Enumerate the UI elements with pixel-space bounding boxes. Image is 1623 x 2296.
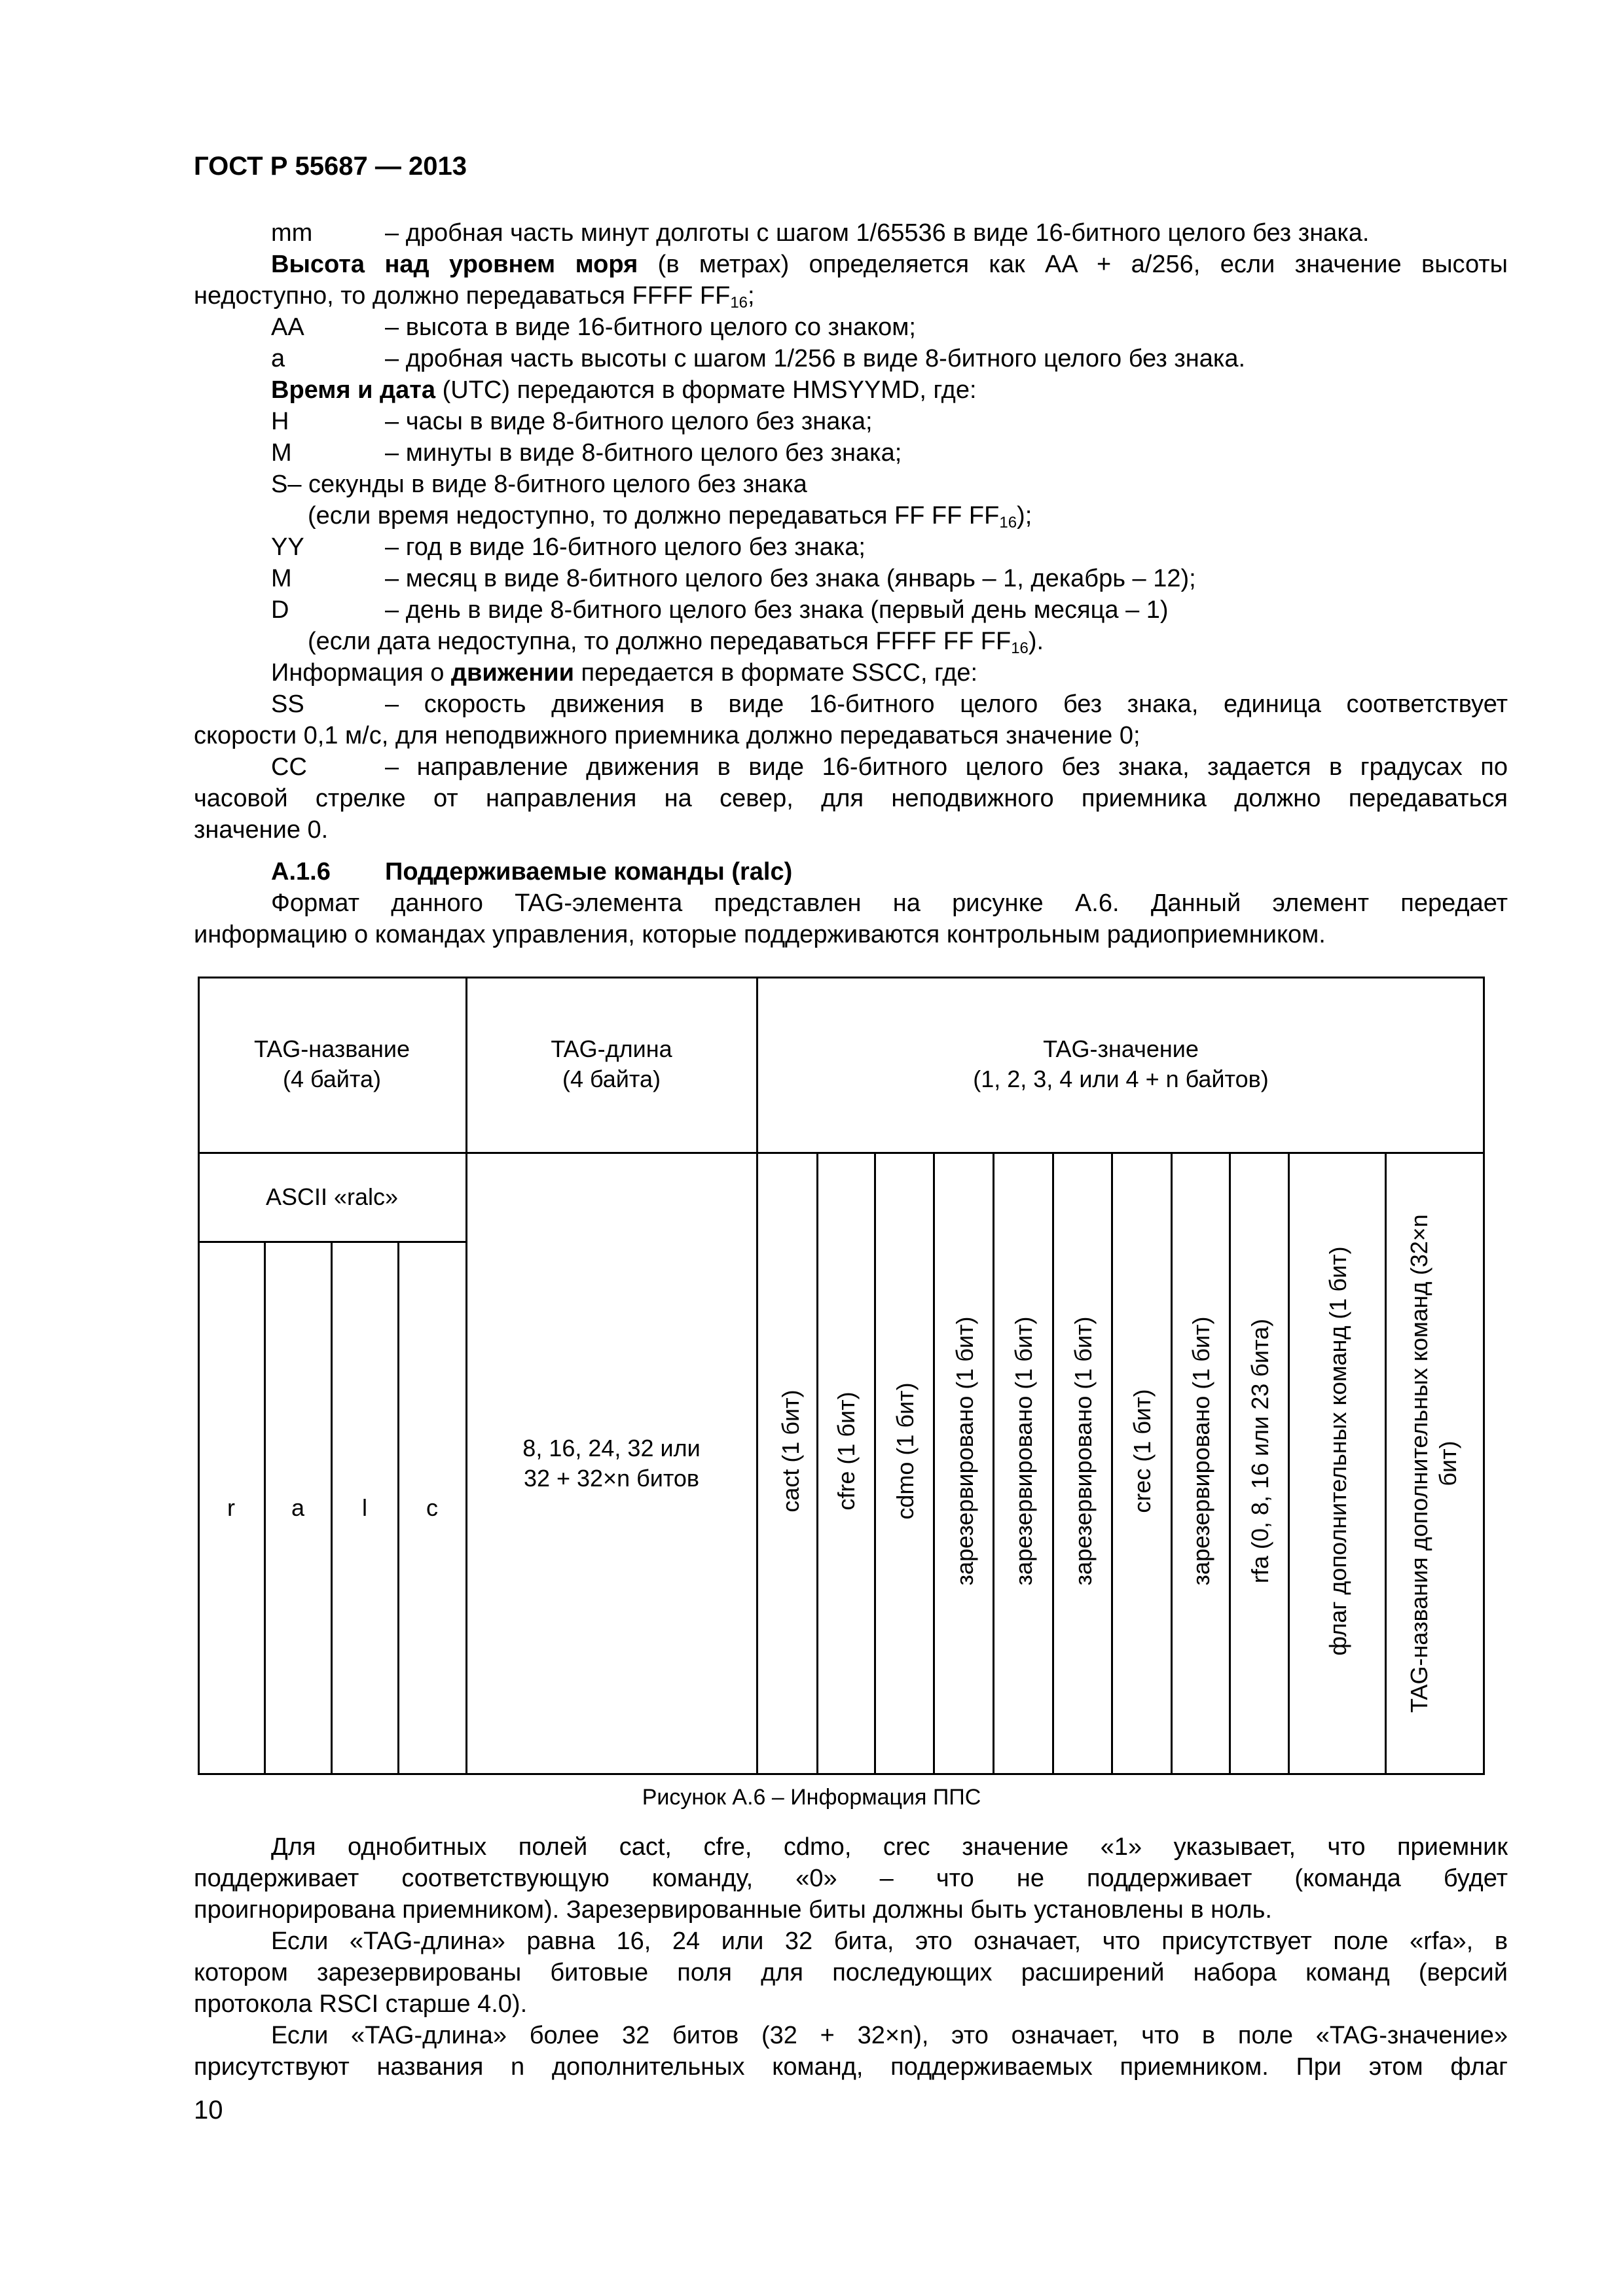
letter-r: r [227, 1494, 235, 1521]
ascii-name-cell: ASCII «ralc» [265, 1183, 399, 1210]
length-value-cell: 8, 16, 24, 32 или 32 + 32×n битов [522, 1435, 701, 1492]
header-tag-value: TAG-значение (1, 2, 3, 4 или 4 + n байтов) [973, 1035, 1269, 1092]
motion-term: движении [450, 659, 574, 687]
motion-paragraph: Информация о движении передается в формате SSCC, где: [271, 659, 978, 687]
table-value-rule-4 [993, 1152, 994, 1775]
desc-month: – месяц в виде 8-битного целого без знака (январь – 1, декабрь – 12); [385, 565, 1196, 592]
page-number: 10 [194, 2096, 223, 2125]
field-cact: cact (1 бит) [777, 1390, 804, 1513]
time-term: Время и дата [271, 376, 436, 404]
table-value-rule-6 [1111, 1152, 1113, 1775]
desc-mm: – дробная часть минут долготы с шагом 1/65536 в виде 16-битного целого без знака. [385, 219, 1370, 247]
after-p1-line2: поддерживает соответствующую команду, «0» – что не поддерживает (команда будет [194, 1865, 1508, 1892]
figure-a6-table [198, 977, 1485, 1775]
after-p2-line2: котором зарезервированы битовые поля для последующих расширений набора команд (версий [194, 1959, 1508, 1986]
section-paragraph-line2: информацию о командах управления, которые поддерживаются контрольным радиоприемником. [194, 921, 1326, 948]
field-extra-command-names: TAG-названия дополнительных команд (32×n бит) [1406, 1214, 1461, 1713]
after-p1-line3: проигнорирована приемником). Зарезервированные биты должны быть установлены в ноль. [194, 1896, 1272, 1924]
table-value-rule-5 [1052, 1152, 1054, 1775]
desc-cc: – направление движения в виде 16-битного целого без знака, задается в градусах по [385, 753, 1508, 781]
altitude-definition: (в метрах) определяется как AA + a/256, если значение высоты [638, 251, 1508, 278]
table-value-rule-10 [1385, 1152, 1387, 1775]
table-value-rule-1 [816, 1152, 818, 1775]
after-p2-line3: протокола RSCI старше 4.0). [194, 1990, 528, 2018]
altitude-paragraph-line2: недоступно, то должно передаваться FFFF $FF_{16}$; [194, 282, 755, 312]
code-d: D [271, 596, 289, 624]
code-a: a [271, 345, 285, 372]
time-paragraph: Время и дата (UTC) передаются в формате HMSYYMD, где: [271, 376, 977, 404]
code-aa: AA [271, 314, 304, 341]
desc-m: – минуты в виде 8-битного целого без знака; [385, 439, 902, 467]
field-rfa: rfa (0, 8, 16 или 23 бита) [1247, 1318, 1273, 1584]
code-h: H [271, 408, 289, 435]
code-ss: SS [271, 691, 304, 718]
field-reserved-1: зарезервировано (1 бит) [951, 1316, 978, 1586]
section-number: A.1.6 [271, 858, 331, 886]
seconds-line: S– секунды в виде 8-битного целого без знака [271, 471, 807, 498]
figure-caption: Рисунок А.6 – Информация ППС [642, 1785, 981, 1810]
document-header: ГОСТ Р 55687 — 2013 [194, 152, 467, 181]
desc-ss: – скорость движения в виде 16-битного целого без знака, единица соответствует [385, 691, 1508, 718]
header-tag-length: TAG-длина (4 байта) [551, 1035, 672, 1092]
field-reserved-4: зарезервировано (1 бит) [1188, 1316, 1214, 1586]
desc-aa: – высота в виде 16-битного целого со знаком; [385, 314, 916, 341]
code-month: M [271, 565, 292, 592]
section-title: Поддерживаемые команды (ralc) [385, 858, 793, 886]
field-cfre: cfre (1 бит) [833, 1391, 860, 1511]
desc-a: – дробная часть высоты с шагом 1/256 в виде 8-битного целого без знака. [385, 345, 1246, 372]
seconds-note: (если время недоступно, то должно передаваться FF FF $FF_{16}$); [308, 502, 1032, 531]
table-value-rule-7 [1171, 1152, 1173, 1775]
table-value-rule-9 [1288, 1152, 1290, 1775]
desc-yy: – год в виде 16-битного целого без знака; [385, 533, 866, 561]
table-value-rule-3 [933, 1152, 935, 1775]
desc-d: – день в виде 8-битного целого без знака (первый день месяца – 1) [385, 596, 1169, 624]
after-p2-line1: Если «TAG-длина» равна 16, 24 или 32 бита, это означает, что присутствует поле «rfa», в [271, 1928, 1508, 1955]
code-yy: YY [271, 533, 304, 561]
altitude-paragraph-line1 [271, 249, 1508, 280]
desc-cc-line3: значение 0. [194, 816, 329, 844]
section-paragraph-line1: Формат данного TAG-элемента представлен на рисунке А.6. Данный элемент передает [271, 889, 1508, 917]
field-reserved-3: зарезервировано (1 бит) [1070, 1316, 1097, 1586]
date-note: (если дата недоступна, то должно передаваться FFFF FF $FF_{16}$). [308, 628, 1044, 657]
table-value-rule-2 [874, 1152, 876, 1775]
desc-cc-line2: часовой стрелке от направления на север, для неподвижного приемника должно передаваться [194, 785, 1508, 812]
after-p1-line1: Для однобитных полей cact, cfre, cdmo, crec значение «1» указывает, что приемник [271, 1833, 1508, 1861]
desc-ss-line2: скорости 0,1 м/с, для неподвижного приемника должно передаваться значение 0; [194, 722, 1140, 749]
table-value-rule-8 [1229, 1152, 1231, 1775]
field-extra-commands-flag: флаг дополнительных команд (1 бит) [1324, 1246, 1351, 1656]
code-m: M [271, 439, 292, 467]
field-reserved-2: зарезервировано (1 бит) [1010, 1316, 1037, 1586]
after-p3-line1: Если «TAG-длина» более 32 битов (32 + 32×n), это означает, что в поле «TAG-значение» [271, 2022, 1508, 2049]
header-tag-name: TAG-название (4 байта) [253, 1035, 410, 1092]
after-p3-line2: присутствуют названия n дополнительных команд, поддерживаемых приемником. При этом флаг [194, 2053, 1508, 2081]
letter-c: c [426, 1494, 438, 1521]
code-mm: mm [271, 219, 313, 247]
field-crec: crec (1 бит) [1129, 1389, 1156, 1513]
code-cc: CC [271, 753, 307, 781]
desc-h: – часы в виде 8-битного целого без знака; [385, 408, 873, 435]
altitude-term: Высота над уровнем моря [271, 251, 638, 278]
letter-a: a [291, 1494, 305, 1521]
letter-l: l [362, 1494, 367, 1521]
field-cdmo: cdmo (1 бит) [892, 1382, 919, 1520]
